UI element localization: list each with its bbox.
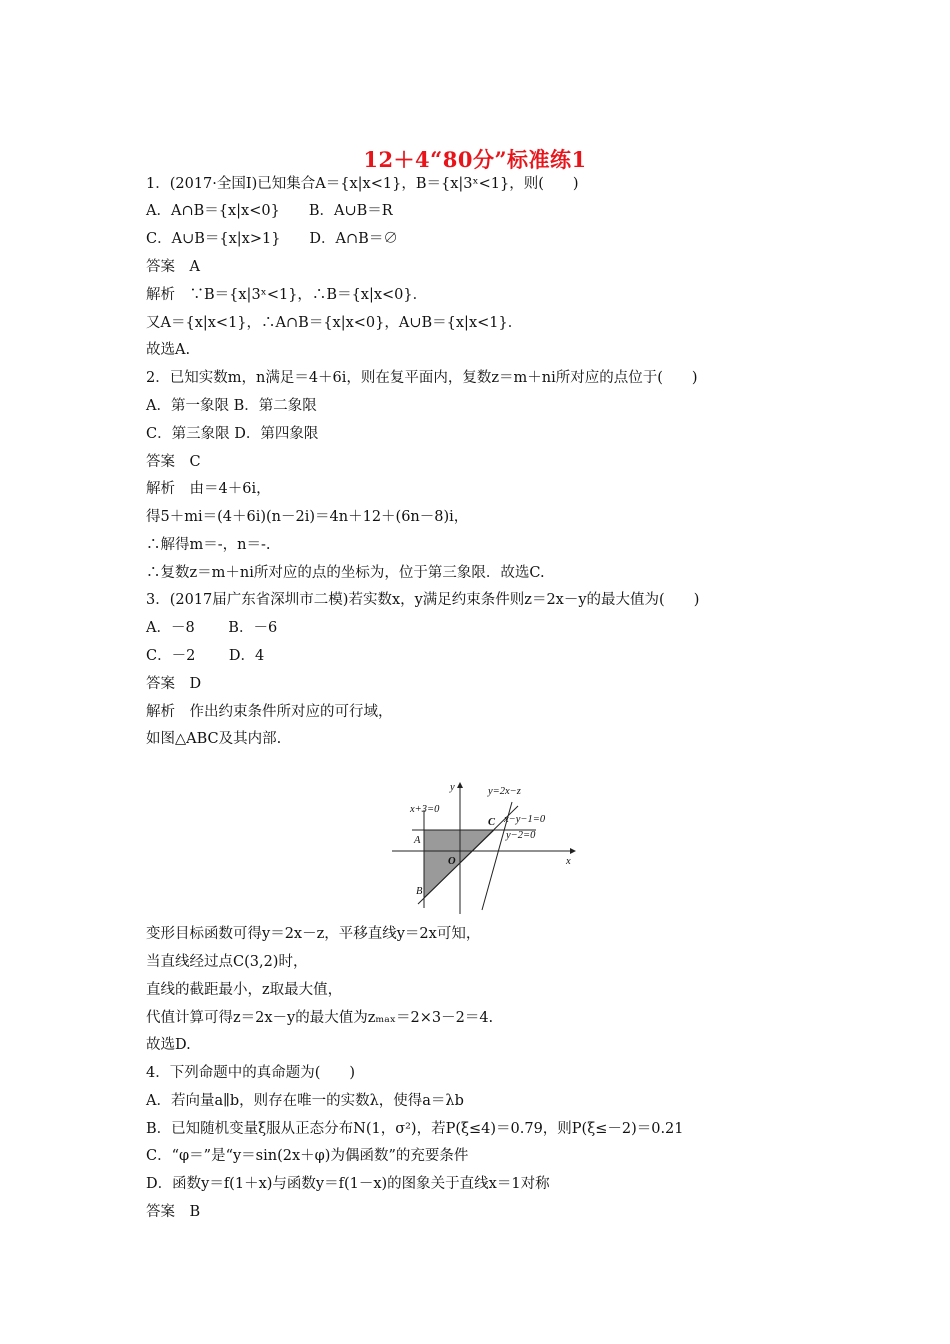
- label-line-x-minus-y-minus-1: x−y−1=0: [504, 814, 546, 825]
- text-line: 故选D.: [146, 1037, 191, 1053]
- answer-line: 答案 B: [146, 1204, 201, 1220]
- y-axis-arrow: [457, 782, 463, 788]
- answer-line: 答案 D: [146, 676, 202, 692]
- text-line: 当直线经过点C(3,2)时，: [146, 954, 308, 970]
- text-line: 故选A.: [146, 342, 191, 358]
- text-line: 4．下列命题中的真命题为( ): [146, 1065, 356, 1081]
- text-line: 变形目标函数可得y＝2x－z，平移直线y＝2x可知，: [146, 926, 481, 942]
- text-line: D．函数y＝f(1＋x)与函数y＝f(1－x)的图象关于直线x＝1对称: [146, 1176, 550, 1192]
- text-line: 解析 ∵B＝{x|3ˣ<1}，∴B＝{x|x<0}．: [146, 287, 428, 303]
- label-line-x-plus-3: x+3=0: [410, 804, 440, 815]
- label-C: C: [488, 817, 496, 828]
- text-line: A．－8 B．－6: [146, 620, 278, 636]
- text-line: 又A＝{x|x<1}，∴A∩B＝{x|x<0}，A∪B＝{x|x<1}．: [146, 315, 523, 331]
- text-line: ∴复数z＝m＋ni所对应的点的坐标为，位于第三象限．故选C.: [146, 565, 545, 581]
- text-line: A．若向量a∥b，则存在唯一的实数λ，使得a＝λb: [146, 1093, 464, 1109]
- label-B: B: [416, 886, 423, 897]
- text-line: 代值计算可得z＝2x－y的最大值为zₘₐₓ＝2×3－2＝4.: [146, 1010, 494, 1026]
- text-line: 3．(2017届广东省深圳市二模)若实数x，y满足约束条件则z＝2x－y的最大值为( ): [146, 592, 700, 608]
- text-line: C．“φ＝”是“y＝sin(2x＋φ)为偶函数”的充要条件: [146, 1148, 469, 1164]
- text-line: 1．(2017·全国Ⅰ)已知集合A＝{x|x<1}，B＝{x|3ˣ<1}，则( ): [146, 176, 579, 192]
- text-line: ∴解得m＝-，n＝-.: [146, 537, 271, 553]
- label-origin: O: [448, 856, 456, 867]
- x-axis-arrow: [570, 848, 576, 854]
- text-line: C．A∪B＝{x|x>1} D．A∩B＝∅: [146, 231, 398, 247]
- text-line: C．－2 D．4: [146, 648, 265, 664]
- label-x: x: [566, 856, 571, 867]
- answer-line: 答案 A: [146, 259, 200, 275]
- text-line: C．第三象限 D．第四象限: [146, 426, 319, 442]
- label-line-y-minus-2: y−2=0: [506, 830, 536, 841]
- label-line-y-2x-z: y=2x−z: [488, 786, 521, 797]
- label-y: y: [450, 782, 455, 793]
- text-line: A．第一象限 B．第二象限: [146, 398, 317, 414]
- feasible-region-figure: [390, 780, 580, 914]
- page-title: 12＋4“80分”标准练1: [363, 147, 587, 172]
- answer-line: 答案 C: [146, 454, 201, 470]
- text-line: 如图△ABC及其内部.: [146, 731, 282, 747]
- text-line: A．A∩B＝{x|x<0} B．A∪B＝R: [146, 203, 393, 219]
- text-line: 解析 作出约束条件所对应的可行域，: [146, 704, 393, 720]
- label-A: A: [414, 835, 421, 846]
- text-line: 直线的截距最小，z取最大值，: [146, 982, 343, 998]
- text-line: 解析 由＝4＋6i，: [146, 481, 271, 497]
- text-line: 得5＋mi＝(4＋6i)(n－2i)＝4n＋12＋(6n－8)i，: [146, 509, 469, 525]
- text-line: B．已知随机变量ξ服从正态分布N(1，σ²)，若P(ξ≤4)＝0.79，则P(ξ≤－2)＝0.21: [146, 1121, 684, 1137]
- text-line: 2．已知实数m，n满足＝4＋6i，则在复平面内，复数z＝m＋ni所对应的点位于( ): [146, 370, 698, 386]
